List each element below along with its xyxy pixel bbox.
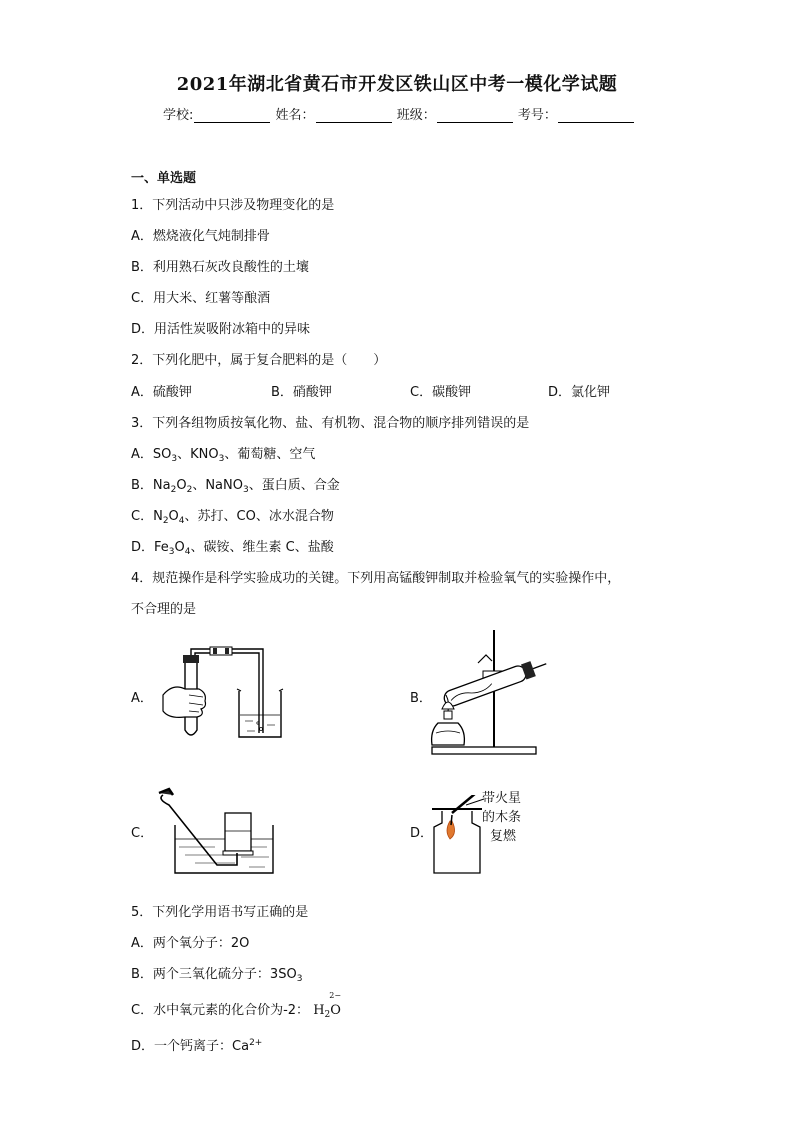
name-label: 姓名： bbox=[275, 108, 315, 123]
q1-option-a: A．燃烧液化气炖制排骨 bbox=[131, 229, 270, 244]
q3-option-d: D．$Fe_3O_4$、碳铵、维生素 C、盐酸 bbox=[131, 540, 334, 557]
exam-number-label: 考号： bbox=[517, 108, 557, 123]
q2-option-d: D．氯化钾 bbox=[548, 385, 611, 400]
q2-option-c: C．碳酸钾 bbox=[410, 385, 472, 400]
q5-option-a: A．两个氧分子：2O bbox=[131, 936, 250, 951]
q3-option-b: B．$Na_2O_2$、NaNO$_3$、蛋白质、合金 bbox=[131, 478, 340, 495]
q5-option-c-formula: $H_2$ 2− O bbox=[313, 991, 342, 1020]
name-blank[interactable] bbox=[316, 110, 392, 123]
page-title: 2021年湖北省黄石市开发区铁山区中考一模化学试题 bbox=[176, 74, 618, 95]
q5-option-d: D．一个钙离子：$Ca^{2+}$ bbox=[131, 1038, 263, 1054]
q5-option-c: C．水中氧元素的化合价为-2： $H_2$ 2− O bbox=[131, 991, 342, 1020]
q2-option-b: B．硝酸钾 bbox=[271, 385, 332, 400]
school-label: 学校: bbox=[163, 108, 194, 123]
q4-option-d-label: D． bbox=[410, 826, 434, 841]
q4-option-b-label: B． bbox=[410, 691, 432, 706]
exam-number-blank[interactable] bbox=[558, 110, 634, 123]
school-blank[interactable] bbox=[194, 110, 270, 123]
q4-figure-b-heating-setup bbox=[428, 625, 553, 760]
q4-option-c-label: C． bbox=[131, 826, 154, 841]
q1-option-c: C．用大米、红薯等酿酒 bbox=[131, 291, 271, 306]
q4-stem-line1: 4．规范操作是科学实验成功的关键。下列用高锰酸钾制取并检验氧气的实验操作中， bbox=[131, 571, 621, 586]
q4-stem-line2: 不合理的是 bbox=[131, 602, 197, 617]
section-title: 一、单选题 bbox=[131, 171, 197, 186]
q3-stem: 3．下列各组物质按氧化物、盐、有机物、混合物的顺序排列错误的是 bbox=[131, 416, 530, 431]
q4-figure-d-glowing-splint-test bbox=[428, 795, 488, 877]
class-blank[interactable] bbox=[437, 110, 513, 123]
q4-figure-d-note bbox=[482, 789, 521, 846]
q2-option-a: A．硫酸钾 bbox=[131, 385, 192, 400]
class-label: 班级： bbox=[396, 108, 436, 123]
q3-option-a: A．$SO_3$、$KNO_3$、葡萄糖、空气 bbox=[131, 447, 316, 464]
student-info-row bbox=[163, 104, 635, 123]
q4-figure-a-airtightness-check bbox=[155, 645, 290, 745]
q2-stem: 2．下列化肥中，属于复合肥料的是（ ） bbox=[131, 353, 387, 368]
q4-figure-d-note-line3: 复燃 bbox=[490, 829, 517, 844]
q4-option-a-label: A． bbox=[131, 691, 153, 706]
q1-option-b: B．利用熟石灰改良酸性的土壤 bbox=[131, 260, 309, 275]
q4-figure-c-water-collection bbox=[155, 785, 280, 880]
q4-figure-d-note-line2: 的木条 bbox=[482, 810, 522, 825]
q3-option-c: C．$N_2O_4$、苏打、CO、冰水混合物 bbox=[131, 509, 334, 526]
q1-option-d: D．用活性炭吸附冰箱中的异味 bbox=[131, 322, 311, 337]
q5-stem: 5．下列化学用语书写正确的是 bbox=[131, 905, 309, 920]
q5-option-b: B．两个三氧化硫分子：$3SO_3$ bbox=[131, 967, 303, 984]
q4-figure-d-note-line1: 带火星 bbox=[482, 791, 522, 806]
q1-stem: 1．下列活动中只涉及物理变化的是 bbox=[131, 198, 335, 213]
